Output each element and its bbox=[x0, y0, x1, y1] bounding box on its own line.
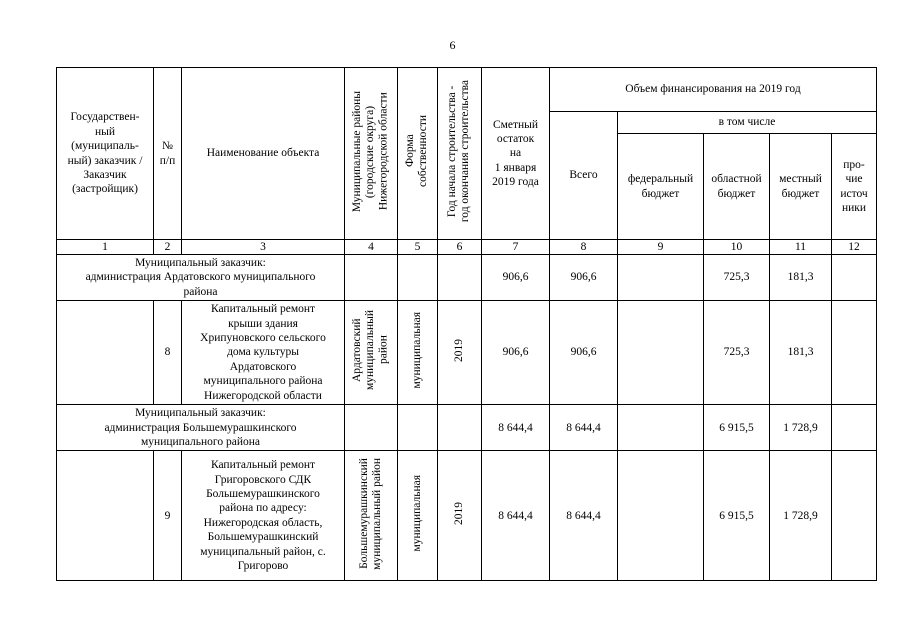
total-cell: 906,6 bbox=[550, 301, 618, 405]
column-number: 3 bbox=[182, 240, 345, 255]
local-cell: 1 728,9 bbox=[770, 405, 832, 451]
estimate-cell: 906,6 bbox=[482, 301, 550, 405]
object-district: Ардатовский муниципальный район bbox=[345, 301, 398, 405]
page-number: 6 bbox=[449, 38, 456, 52]
total-cell: 8 644,4 bbox=[550, 405, 618, 451]
column-number: 8 bbox=[550, 240, 618, 255]
regional-cell: 725,3 bbox=[704, 255, 770, 301]
column-number: 12 bbox=[832, 240, 877, 255]
object-year: 2019 bbox=[438, 301, 482, 405]
item-number: 8 bbox=[154, 301, 182, 405]
header-object-name: Наименование объекта bbox=[182, 68, 345, 240]
other-cell bbox=[832, 301, 877, 405]
column-number: 11 bbox=[770, 240, 832, 255]
other-cell bbox=[832, 255, 877, 301]
local-cell: 181,3 bbox=[770, 301, 832, 405]
header-including: в том числе bbox=[618, 112, 877, 134]
regional-cell: 6 915,5 bbox=[704, 405, 770, 451]
column-number: 2 bbox=[154, 240, 182, 255]
estimate-cell: 8 644,4 bbox=[482, 405, 550, 451]
object-name: Капитальный ремонт крыши здания Хрипуновского сельского дома культуры Ардатовского муниципального района Нижегородской области bbox=[182, 301, 345, 405]
customer-name: Муниципальный заказчик: администрация Ардатовского муниципального района bbox=[57, 255, 345, 301]
object-ownership: муниципальная bbox=[398, 301, 438, 405]
header-local: местный бюджет bbox=[770, 134, 832, 240]
object-year: 2019 bbox=[438, 451, 482, 581]
financing-table bbox=[56, 67, 877, 581]
column-number-row bbox=[57, 240, 877, 255]
local-cell: 1 728,9 bbox=[770, 451, 832, 581]
customer-row bbox=[57, 405, 877, 451]
total-cell: 906,6 bbox=[550, 255, 618, 301]
estimate-cell: 8 644,4 bbox=[482, 451, 550, 581]
header-funding-volume: Объем финансирования на 2019 год bbox=[550, 68, 877, 112]
total-cell: 8 644,4 bbox=[550, 451, 618, 581]
federal-cell bbox=[618, 301, 704, 405]
header-ownership: Форма собственности bbox=[398, 68, 438, 240]
regional-cell: 6 915,5 bbox=[704, 451, 770, 581]
item-number: 9 bbox=[154, 451, 182, 581]
column-number: 10 bbox=[704, 240, 770, 255]
customer-name: Муниципальный заказчик: администрация Большемурашкинского муниципального района bbox=[57, 405, 345, 451]
object-district: Большемурашкинский муниципальный район bbox=[345, 451, 398, 581]
column-number: 4 bbox=[345, 240, 398, 255]
federal-cell bbox=[618, 405, 704, 451]
header-federal: федеральный бюджет bbox=[618, 134, 704, 240]
column-number: 5 bbox=[398, 240, 438, 255]
object-row bbox=[57, 451, 877, 581]
column-number: 7 bbox=[482, 240, 550, 255]
estimate-cell: 906,6 bbox=[482, 255, 550, 301]
regional-cell: 725,3 bbox=[704, 301, 770, 405]
customer-row bbox=[57, 255, 877, 301]
header-other: про- чие источ ники bbox=[832, 134, 877, 240]
object-row bbox=[57, 301, 877, 405]
object-ownership: муниципальная bbox=[398, 451, 438, 581]
local-cell: 181,3 bbox=[770, 255, 832, 301]
header-estimate-balance: Сметный остаток на 1 января 2019 года bbox=[482, 68, 550, 240]
federal-cell bbox=[618, 451, 704, 581]
header-regional: областной бюджет bbox=[704, 134, 770, 240]
column-number: 9 bbox=[618, 240, 704, 255]
header-districts: Муниципальные районы (городские округа) Нижегородской области bbox=[345, 68, 398, 240]
object-name: Капитальный ремонт Григоровского СДК Большемурашкинского района по адресу: Нижегородская область, Большемурашкинский муниципальный район, с. Григорово bbox=[182, 451, 345, 581]
header-total: Всего bbox=[550, 112, 618, 240]
header-years: Год начала строительства - год окончания строительства bbox=[438, 68, 482, 240]
column-number: 6 bbox=[438, 240, 482, 255]
column-number: 1 bbox=[57, 240, 154, 255]
other-cell bbox=[832, 405, 877, 451]
header-customer: Государствен- ный (муниципаль- ный) заказчик / Заказчик (застройщик) bbox=[57, 68, 154, 240]
header-num: № п/п bbox=[154, 68, 182, 240]
federal-cell bbox=[618, 255, 704, 301]
other-cell bbox=[832, 451, 877, 581]
